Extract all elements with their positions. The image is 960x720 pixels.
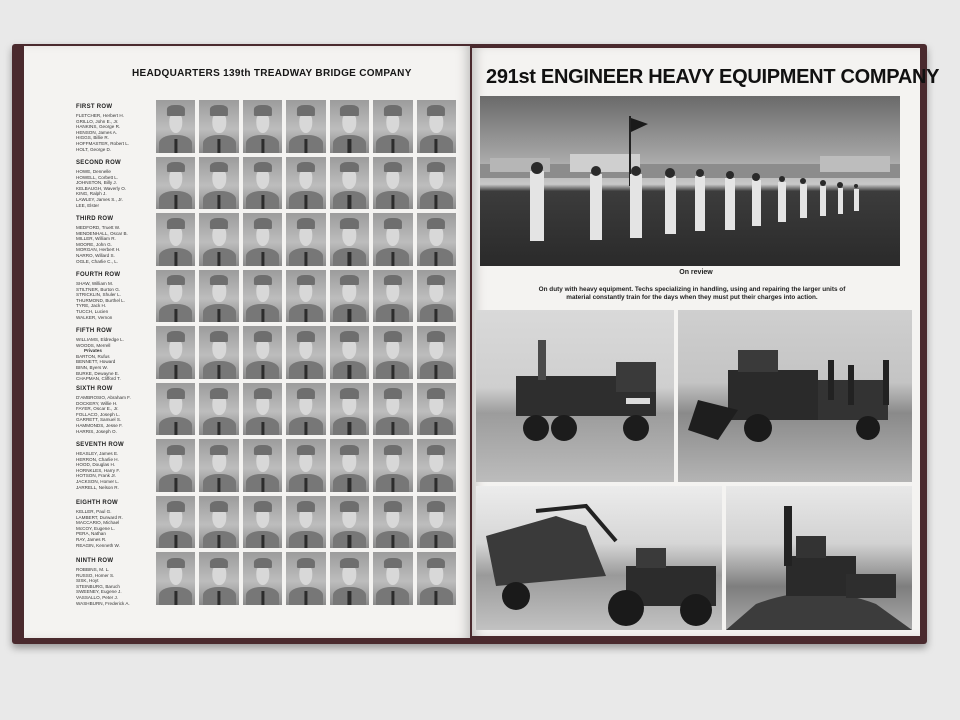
truck-photo <box>476 310 674 482</box>
portrait-cap <box>384 558 402 569</box>
roster-name: HOLT, George D. <box>76 146 112 152</box>
portrait-cap <box>340 162 358 173</box>
tractor-scraper-illustration <box>476 486 722 630</box>
roster-name: JARRELL, Nelson R. <box>76 484 119 490</box>
soldier-portrait <box>243 213 282 266</box>
portrait-cap <box>384 501 402 512</box>
soldier-portrait <box>417 439 456 492</box>
portrait-tie <box>304 309 307 323</box>
soldier-portrait <box>286 100 325 153</box>
portrait-tie <box>348 422 351 436</box>
portrait-tie <box>304 478 307 492</box>
portrait-cap <box>297 501 315 512</box>
portrait-tie <box>435 478 438 492</box>
portrait-cap <box>253 501 271 512</box>
portrait-tie <box>218 422 221 436</box>
soldier-portrait <box>373 383 412 436</box>
roster-name: HOWE, Dennelle <box>76 169 111 174</box>
row-label: EIGHTH ROW <box>76 500 118 506</box>
soldier-portrait <box>286 213 325 266</box>
roster-name: ROBBINS, M. L. <box>76 567 110 572</box>
portrait-tie <box>304 195 307 209</box>
soldier-portrait <box>199 213 238 266</box>
portrait-cap <box>210 331 228 342</box>
soldier-portrait <box>156 100 195 153</box>
portrait-tie <box>174 478 177 492</box>
portrait-tie <box>261 591 264 605</box>
portrait-tie <box>348 478 351 492</box>
roster-subheading: Privates <box>84 348 102 354</box>
soldier-portrait <box>156 270 195 323</box>
portrait-tie <box>348 535 351 549</box>
portrait-cap <box>253 105 271 116</box>
portrait-cap <box>253 162 271 173</box>
soldier-portrait <box>286 496 325 549</box>
roster-name: HORNKLES, Harry F. <box>76 467 120 473</box>
portrait-cap <box>167 275 185 286</box>
portrait-tie <box>435 422 438 436</box>
right-page-title: 291st ENGINEER HEAVY EQUIPMENT COMPANY <box>486 66 940 88</box>
roster-name: BINN, Byers W. <box>76 364 108 370</box>
portrait-cap <box>384 388 402 399</box>
portrait-tie <box>261 478 264 492</box>
portrait-tie <box>391 139 394 153</box>
soldier-portrait <box>199 100 238 153</box>
portrait-tie <box>348 139 351 153</box>
portrait-tie <box>261 365 264 379</box>
portrait-cap <box>427 445 445 456</box>
portrait-cap <box>340 218 358 229</box>
soldier-portrait <box>330 496 369 549</box>
soldier-portrait <box>243 383 282 436</box>
portrait-cap <box>167 501 185 512</box>
portrait-tie <box>261 309 264 323</box>
portrait-tie <box>391 195 394 209</box>
roster-name: DOCKERY, Willie H. <box>76 400 118 406</box>
roster-name: SHAW, William M. <box>76 281 114 286</box>
roster-name: WASHBURN, Frederick A. <box>76 600 130 606</box>
portrait-cap <box>297 388 315 399</box>
military-truck-illustration <box>476 310 674 482</box>
portrait-tie <box>218 365 221 379</box>
row-label: FIFTH ROW <box>76 328 113 334</box>
roster-name: BARTON, Rufus <box>76 353 110 359</box>
portrait-cap <box>210 501 228 512</box>
soldier-portrait <box>330 100 369 153</box>
soldier-portrait <box>199 552 238 605</box>
portrait-cap <box>340 445 358 456</box>
portrait-cap <box>253 388 271 399</box>
portrait-tie <box>348 365 351 379</box>
portrait-tie <box>174 309 177 323</box>
soldier-portrait <box>243 100 282 153</box>
roster-name: TYRE, Jack H. <box>76 303 107 309</box>
portrait-tie <box>174 252 177 266</box>
soldier-portrait <box>373 213 412 266</box>
portrait-cap <box>384 331 402 342</box>
portrait-tie <box>435 195 438 209</box>
portrait-cap <box>253 275 271 286</box>
soldier-portrait <box>286 552 325 605</box>
portrait-cap <box>427 275 445 286</box>
portrait-cap <box>340 501 358 512</box>
portrait-tie <box>261 422 264 436</box>
portrait-tie <box>261 139 264 153</box>
roster-name: MORGAN, Herbert H. <box>76 247 121 253</box>
portrait-cap <box>384 275 402 286</box>
right-page <box>472 48 940 636</box>
portrait-cap <box>427 331 445 342</box>
portrait-tie <box>218 535 221 549</box>
portrait-cap <box>297 275 315 286</box>
portrait-tie <box>218 478 221 492</box>
photo-caption-heading: On review <box>679 269 713 276</box>
roster-name: RAY, James R. <box>76 536 107 542</box>
soldier-portrait <box>417 270 456 323</box>
portrait-cap <box>253 331 271 342</box>
portrait-tie <box>435 139 438 153</box>
soldier-portrait <box>199 383 238 436</box>
soldier-portrait <box>417 496 456 549</box>
soldier-portrait <box>330 270 369 323</box>
portrait-tie <box>391 591 394 605</box>
soldier-portrait <box>373 439 412 492</box>
loader-machine-illustration <box>678 310 912 482</box>
portrait-cap <box>210 388 228 399</box>
soldier-portrait <box>286 383 325 436</box>
row-label: SEVENTH ROW <box>76 442 124 448</box>
portrait-cap <box>384 218 402 229</box>
roster-name: STILTNER, Burton G. <box>76 286 121 292</box>
portrait-cap <box>427 218 445 229</box>
portrait-tie <box>391 478 394 492</box>
soldier-portrait <box>199 496 238 549</box>
soldier-portrait <box>199 439 238 492</box>
soldier-portrait <box>417 100 456 153</box>
on-review-photo <box>480 96 900 266</box>
portrait-cap <box>427 501 445 512</box>
soldier-portrait <box>330 213 369 266</box>
roster-name: WALKER, Vernon <box>76 314 113 320</box>
soldier-portrait <box>330 383 369 436</box>
portrait-tie <box>435 535 438 549</box>
photo-caption-body: On duty with heavy equipment. Techs specializing in handling, using and repairing the larger units of material constantly train for the days when they must put their charges into action. <box>538 286 846 301</box>
roster-name: HOWELL, Corbett L. <box>76 174 119 180</box>
portrait-tie <box>174 422 177 436</box>
portrait-tie <box>218 139 221 153</box>
portrait-tie <box>391 252 394 266</box>
portrait-cap <box>340 558 358 569</box>
roster-name: MENDENHALL, Oscar B. <box>76 230 128 236</box>
soldier-portrait <box>199 326 238 379</box>
portrait-tie <box>348 195 351 209</box>
portrait-tie <box>391 365 394 379</box>
roster-name: HAMMONDS, Jesse F. <box>76 422 123 428</box>
portrait-tie <box>435 365 438 379</box>
roster-name: HERRON, Charlie H. <box>76 456 119 462</box>
portrait-cap <box>297 218 315 229</box>
soldier-portrait <box>373 100 412 153</box>
roster-name: NARRO, Willard S. <box>76 252 115 258</box>
portrait-cap <box>384 105 402 116</box>
soldier-portrait <box>330 552 369 605</box>
portrait-tie <box>435 591 438 605</box>
roster-name: HOFFMASTER, Robert L. <box>76 140 130 146</box>
roster-name: GRILLO, John E., Jr. <box>76 118 119 124</box>
scraper-photo <box>476 486 722 630</box>
roster-name: LAMBERT, Durward R. <box>76 514 123 520</box>
soldier-portrait <box>243 496 282 549</box>
portrait-cap <box>427 558 445 569</box>
roster-name: THURMOND, Burthel L. <box>76 297 126 303</box>
soldier-portrait <box>156 326 195 379</box>
roster-name: LEE, Elster <box>76 202 99 208</box>
soldier-portrait <box>330 326 369 379</box>
portrait-tie <box>304 139 307 153</box>
soldier-portrait <box>199 270 238 323</box>
roster-name: HARRIS, Joseph O. <box>76 428 117 434</box>
portrait-grid <box>156 100 456 605</box>
portrait-cap <box>427 388 445 399</box>
portrait-tie <box>174 195 177 209</box>
portrait-cap <box>384 445 402 456</box>
roster-name: HEASLEY, James E. <box>76 451 119 456</box>
portrait-cap <box>210 558 228 569</box>
portrait-tie <box>174 139 177 153</box>
roster-name: FAYER, Oscar E., Jr. <box>76 406 119 412</box>
row-label: FOURTH ROW <box>76 272 121 278</box>
roster-name: McCOY, Eugene L. <box>76 525 115 531</box>
bulldozer-illustration <box>726 486 912 630</box>
soldier-portrait <box>243 157 282 210</box>
portrait-cap <box>340 105 358 116</box>
portrait-tie <box>304 422 307 436</box>
portrait-cap <box>210 162 228 173</box>
roster-name: JACKSON, Homer L. <box>76 478 120 484</box>
portrait-cap <box>427 105 445 116</box>
portrait-cap <box>210 105 228 116</box>
portrait-cap <box>340 388 358 399</box>
portrait-tie <box>174 365 177 379</box>
portrait-cap <box>340 275 358 286</box>
soldier-portrait <box>156 213 195 266</box>
row-label: FIRST ROW <box>76 104 113 110</box>
roster-name: HOTSON, Frank Jr. <box>76 473 117 479</box>
portrait-cap <box>427 162 445 173</box>
portrait-cap <box>167 445 185 456</box>
portrait-cap <box>384 162 402 173</box>
portrait-cap <box>340 331 358 342</box>
portrait-cap <box>253 445 271 456</box>
soldier-portrait <box>156 552 195 605</box>
portrait-tie <box>218 195 221 209</box>
portrait-cap <box>253 558 271 569</box>
portrait-tie <box>391 422 394 436</box>
roster-name: KELLER, Paul G. <box>76 509 112 514</box>
soldier-portrait <box>286 157 325 210</box>
soldier-portrait <box>330 157 369 210</box>
portrait-cap <box>210 445 228 456</box>
roster-name: HENSON, James A. <box>76 129 118 135</box>
portrait-tie <box>218 252 221 266</box>
portrait-tie <box>348 252 351 266</box>
roster-name: OGLE, Charlie C., L. <box>76 258 119 264</box>
soldier-portrait <box>156 157 195 210</box>
portrait-tie <box>218 591 221 605</box>
roster-name: FOLLACO, Joseph L. <box>76 411 120 417</box>
portrait-tie <box>304 591 307 605</box>
soldier-portrait <box>286 326 325 379</box>
portrait-tie <box>391 535 394 549</box>
row-label: SECOND ROW <box>76 160 121 166</box>
portrait-tie <box>348 591 351 605</box>
roster-name: HANKINS, George R. <box>76 124 121 130</box>
soldier-portrait <box>373 496 412 549</box>
soldier-portrait <box>199 157 238 210</box>
soldier-portrait <box>373 157 412 210</box>
roster-name: WILLIAMS, Eldredge L. <box>76 337 125 342</box>
soldier-portrait <box>417 383 456 436</box>
roster-name: WOODS, Merrell <box>76 342 111 348</box>
roster-name: KELBAUGH, Waverly O. <box>76 185 127 191</box>
roster-name: KING, Ralph J. <box>76 191 107 197</box>
roster-name: PERA, Nathan <box>76 531 106 537</box>
portrait-tie <box>174 591 177 605</box>
portrait-cap <box>210 218 228 229</box>
soldier-portrait <box>243 326 282 379</box>
roster-name: FLETCHER, Herbert H. <box>76 113 124 118</box>
soldier-portrait <box>243 439 282 492</box>
roster-name: D'AMBROSIO, Abraham F. <box>76 395 131 400</box>
left-page <box>24 46 470 638</box>
portrait-cap <box>253 218 271 229</box>
portrait-tie <box>218 309 221 323</box>
loader-photo <box>678 310 912 482</box>
portrait-cap <box>297 331 315 342</box>
soldier-portrait <box>373 270 412 323</box>
row-label: THIRD ROW <box>76 216 114 222</box>
soldier-portrait <box>156 496 195 549</box>
portrait-cap <box>297 162 315 173</box>
portrait-cap <box>210 275 228 286</box>
soldier-portrait <box>243 270 282 323</box>
roster-name: HOOD, Douglas H. <box>76 462 116 468</box>
roster-name: TUCCH, Lucien <box>76 308 109 314</box>
portrait-cap <box>297 445 315 456</box>
roster-name: REAGIN, Kenneth W. <box>76 542 120 548</box>
roster-name: SWEENEY, Eugene J. <box>76 589 122 595</box>
soldier-portrait <box>373 552 412 605</box>
soldier-portrait <box>417 326 456 379</box>
roster-name: HIGGS, Billie R. <box>76 135 109 141</box>
roster-name: LAWLEY, James S., Jr. <box>76 196 123 202</box>
portrait-tie <box>348 309 351 323</box>
roster-name: MACCARIO, Michael <box>76 520 120 526</box>
left-page-title: HEADQUARTERS 139th TREADWAY BRIDGE COMPANY <box>132 68 412 79</box>
soldier-portrait <box>330 439 369 492</box>
soldier-portrait <box>286 270 325 323</box>
soldier-portrait <box>286 439 325 492</box>
portrait-cap <box>167 558 185 569</box>
portrait-tie <box>261 252 264 266</box>
portrait-cap <box>167 105 185 116</box>
bulldozer-photo <box>726 486 912 630</box>
portrait-cap <box>167 388 185 399</box>
portrait-tie <box>304 365 307 379</box>
roster-name: MOORE, John G. <box>76 241 112 247</box>
roster-name: RUSSO, Homer S. <box>76 572 115 578</box>
portrait-tie <box>261 195 264 209</box>
soldier-portrait <box>417 552 456 605</box>
portrait-tie <box>304 535 307 549</box>
roster-name: GARRETT, Samuel S. <box>76 417 122 423</box>
row-label: SIXTH ROW <box>76 386 113 392</box>
portrait-tie <box>391 309 394 323</box>
roster-name: JOHNSTON, Billy J. <box>76 180 118 186</box>
roster-name: BURKE, Dewayne E. <box>76 370 120 376</box>
portrait-cap <box>167 331 185 342</box>
soldier-portrait <box>156 439 195 492</box>
roster-name: STRICKLIN, Shuler L. <box>76 292 121 298</box>
soldier-portrait <box>417 213 456 266</box>
portrait-cap <box>167 162 185 173</box>
roster-name: CHAPMAN, Clifford T. <box>76 376 121 382</box>
portrait-tie <box>174 535 177 549</box>
roster-name: BENNETT, Howard <box>76 359 116 365</box>
roster-name: MEDFORD, Truett W. <box>76 225 121 230</box>
soldier-portrait <box>417 157 456 210</box>
soldier-portrait <box>373 326 412 379</box>
portrait-tie <box>304 252 307 266</box>
soldier-portrait <box>156 383 195 436</box>
roster-name: STEINBURG, Baruch <box>76 583 120 589</box>
roster-name: MILLER, William R. <box>76 236 116 242</box>
portrait-tie <box>261 535 264 549</box>
roster-name: SISK, Hoyt <box>76 578 99 584</box>
portrait-tie <box>435 309 438 323</box>
marching-soldiers-illustration <box>480 96 900 266</box>
portrait-cap <box>297 105 315 116</box>
portrait-cap <box>167 218 185 229</box>
roster-name: VASSALLO, Peter J. <box>76 594 119 600</box>
row-label: NINTH ROW <box>76 558 114 564</box>
portrait-cap <box>297 558 315 569</box>
soldier-portrait <box>243 552 282 605</box>
portrait-tie <box>435 252 438 266</box>
